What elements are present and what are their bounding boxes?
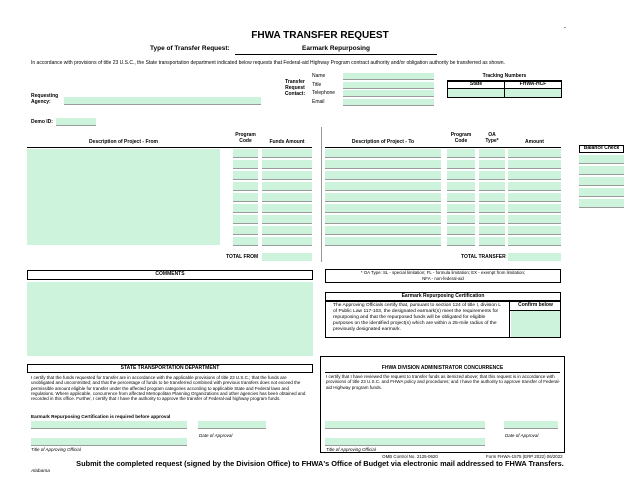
comments-input[interactable]	[27, 282, 313, 356]
confirm-input[interactable]	[511, 311, 560, 337]
to-row-code-cell[interactable]	[447, 226, 475, 235]
to-row-amount-cell[interactable]	[508, 182, 561, 191]
transfer-type-value[interactable]: Earmark Repurposing	[302, 45, 370, 52]
tracking-fhwa-input[interactable]	[505, 89, 561, 97]
to-row-oa-cell[interactable]	[479, 215, 505, 224]
to-row-code-cell[interactable]	[447, 182, 475, 191]
from-code-header-2: Code	[239, 138, 252, 144]
confirm-label: Confirm below	[518, 302, 553, 308]
tracking-header: Tracking Numbers	[482, 73, 527, 79]
to-code-header-1: Program	[450, 132, 472, 138]
page-title: FHWA TRANSFER REQUEST	[251, 30, 389, 41]
req-note: Earmark Repurposing Certification is required before approval	[31, 414, 171, 419]
state-date-input[interactable]	[198, 421, 266, 429]
from-row-funds-cell[interactable]	[262, 193, 312, 202]
from-funds-header: Funds Amount	[269, 139, 305, 145]
to-total-input[interactable]	[508, 253, 561, 261]
to-row-code-cell[interactable]	[447, 160, 475, 169]
from-row-code-cell[interactable]	[233, 237, 258, 246]
to-header-rule	[325, 147, 561, 148]
to-row-amount-cell[interactable]	[508, 149, 561, 158]
fhwa-date-input[interactable]	[504, 421, 558, 429]
to-row-amount-cell[interactable]	[508, 171, 561, 180]
balance-row-check-cell[interactable]	[579, 166, 624, 175]
contact-title-input[interactable]	[343, 82, 434, 89]
to-row-desc-cell[interactable]	[325, 182, 441, 191]
state-official-sig-input[interactable]	[31, 438, 187, 446]
from-total-label: TOTAL FROM	[226, 254, 259, 260]
from-desc-header: Description of Project - From	[89, 139, 158, 145]
to-row-oa-cell[interactable]	[479, 171, 505, 180]
submit-instruction: Submit the completed request (signed by the Division Office) to FHWA's Office of Budget via electronic mail addressed to FHWA Transfers.	[76, 459, 564, 468]
state-name: Alabama	[31, 469, 50, 474]
from-row-code-cell[interactable]	[233, 149, 258, 158]
comments-header: COMMENTS	[155, 271, 185, 277]
to-amount-header: Amount	[525, 139, 544, 145]
fhwa-admin-rule	[325, 372, 560, 373]
contact-label-3: Contact:	[284, 91, 306, 97]
state-date-label: Date of Approval	[199, 433, 233, 438]
to-row-oa-cell[interactable]	[479, 193, 505, 202]
to-oa-header-2: Type*	[485, 138, 499, 144]
from-row-code-cell[interactable]	[233, 226, 258, 235]
from-row-code-cell[interactable]	[233, 171, 258, 180]
to-row-oa-cell[interactable]	[479, 204, 505, 213]
tracking-state-input[interactable]	[448, 89, 504, 97]
balance-check-label: Balance Check	[583, 145, 620, 151]
to-row-amount-cell[interactable]	[508, 215, 561, 224]
contact-label-1: Transfer	[285, 79, 305, 85]
from-row-code-cell[interactable]	[233, 204, 258, 213]
to-code-header-2: Code	[454, 138, 468, 144]
contact-title-label: Title	[312, 82, 322, 88]
fhwa-official-sig-input[interactable]	[325, 438, 485, 446]
balance-row-check-cell[interactable]	[579, 199, 624, 208]
earmark-cert-text: The Approving Officials certify that, pursuant to section 124 of title I, division L of Public Law 117-103, the designated earmark(s) meet the requirements for repurposing and that the repurposed funds will be obligated for eligible purposes on the identified project(s) which are within a 25-mile radius of the previously designated earmark.	[333, 303, 501, 332]
fhwa-admin-text: I certify that I have reviewed the request to transfer funds as itemized above; that this request is in accordance with provisions of title 23 U.S.C. and FHWA policy and procedures; and I have the authority to approve transfer of Federal-aid Highway program funds.	[326, 374, 560, 390]
contact-email-input[interactable]	[343, 99, 434, 106]
transfer-type-label: Type of Transfer Request:	[150, 45, 230, 52]
to-row-desc-cell[interactable]	[325, 160, 441, 169]
to-row-desc-cell[interactable]	[325, 226, 441, 235]
to-row-amount-cell[interactable]	[508, 160, 561, 169]
fhwa-official-input[interactable]	[325, 421, 485, 429]
from-row-funds-cell[interactable]	[262, 237, 312, 246]
from-row-funds-cell[interactable]	[262, 149, 312, 158]
from-row-funds-cell[interactable]	[262, 204, 312, 213]
contact-name-label: Name	[312, 73, 326, 79]
from-code-header-1: Program	[235, 132, 256, 138]
requesting-agency-label-2: Agency:	[31, 99, 51, 105]
intro-text: In accordance with provisions of title 23 U.S.C., the State transportation department indicated below requests that Federal-aid Highway Program contract authority and/or obligation authority be transferred as shown.	[31, 60, 505, 66]
to-row-desc-cell[interactable]	[325, 171, 441, 180]
state-dept-text: I certify that the funds requested for transfer are in accordance with the applicable provisions of title 23 U.S.C.; that the funds are unobligated and uncommitted; and that the percentage of funds to be transferred combined with previous transfers does not exceed the permissible amount eligible for transfer under the affected program categories according to applicable State and Federal laws and regulations. Where applicable, concurrence from affected Metropolitan Planning Organizations and other agencies has been obtained and recorded in this office. Further, I certify that I have the authority to approve the transfer of Federal-aid highway program funds.	[31, 375, 306, 402]
transfer-type-underline	[235, 54, 437, 55]
from-row-funds-cell[interactable]	[262, 171, 312, 180]
from-row-funds-cell[interactable]	[262, 215, 312, 224]
table-divider	[321, 127, 322, 262]
to-row-desc-cell[interactable]	[325, 149, 441, 158]
balance-row-check-cell[interactable]	[579, 188, 624, 197]
to-row-desc-cell[interactable]	[325, 215, 441, 224]
to-row-oa-cell[interactable]	[479, 182, 505, 191]
oa-note-line-1: * OA Type: SL - special limitation; FL - formula limitation; EX - exempt from limitation;	[360, 270, 526, 275]
to-desc-header: Description of Project - To	[351, 139, 415, 145]
omb-number: OMB Control No. 2125-0620	[382, 454, 438, 459]
to-row-code-cell[interactable]	[447, 171, 475, 180]
tracking-fhwa-header: FHWA-HCF	[519, 81, 547, 87]
balance-row-check-cell[interactable]	[579, 177, 624, 186]
to-row-desc-cell[interactable]	[325, 204, 441, 213]
dot-mark: .	[564, 24, 566, 30]
demo-id-label: Demo ID:	[31, 119, 53, 125]
to-row-amount-cell[interactable]	[508, 204, 561, 213]
state-dept-header: STATE TRANSPORTATION DEPARTMENT	[120, 365, 220, 371]
state-official-input[interactable]	[31, 421, 187, 429]
tracking-state-header: State	[469, 81, 483, 87]
requesting-agency-input[interactable]	[64, 97, 261, 105]
to-row-code-cell[interactable]	[447, 149, 475, 158]
contact-telephone-input[interactable]	[343, 90, 434, 97]
to-row-amount-cell[interactable]	[508, 226, 561, 235]
to-oa-header-1: OA	[488, 132, 496, 138]
to-row-code-cell[interactable]	[447, 237, 475, 246]
to-row-oa-cell[interactable]	[479, 226, 505, 235]
from-row-code-cell[interactable]	[233, 182, 258, 191]
oa-note-line-2: NFA - non-federal-aid	[422, 276, 464, 281]
to-row-code-cell[interactable]	[447, 204, 475, 213]
contact-telephone-label: Telephone	[312, 90, 336, 96]
from-desc-input[interactable]	[27, 149, 220, 245]
demo-id-input[interactable]	[56, 118, 96, 126]
from-row-code-cell[interactable]	[233, 193, 258, 202]
fhwa-official-label: Title of Approving Official	[326, 447, 376, 452]
to-row-code-cell[interactable]	[447, 193, 475, 202]
from-total-input[interactable]	[262, 253, 312, 261]
to-row-oa-cell[interactable]	[479, 160, 505, 169]
form-id: Form FHWA-1575 (ERP 2022) 06/2022	[486, 454, 563, 459]
to-total-label: TOTAL TRANSFER	[461, 254, 506, 260]
fhwa-admin-header: FHWA DIVISION ADMINISTRATOR CONCURRENCE	[381, 365, 504, 371]
to-row-amount-cell[interactable]	[508, 237, 561, 246]
from-row-code-cell[interactable]	[233, 215, 258, 224]
to-row-desc-cell[interactable]	[325, 193, 441, 202]
to-row-amount-cell[interactable]	[508, 193, 561, 202]
to-row-oa-cell[interactable]	[479, 237, 505, 246]
fhwa-date-label: Date of Approval	[505, 433, 539, 438]
contact-email-label: Email	[312, 99, 325, 105]
contact-label-2: Request	[285, 85, 305, 91]
contact-name-input[interactable]	[343, 73, 434, 80]
from-row-funds-cell[interactable]	[262, 160, 312, 169]
from-header-rule	[27, 147, 312, 148]
to-row-desc-cell[interactable]	[325, 237, 441, 246]
earmark-cert-header: Earmark Repurposing Certification	[401, 293, 485, 299]
balance-row-check-cell[interactable]	[579, 155, 624, 164]
to-row-code-cell[interactable]	[447, 215, 475, 224]
from-row-funds-cell[interactable]	[262, 226, 312, 235]
state-official-label: Title of Approving Official	[31, 447, 81, 452]
requesting-agency-label-1: Requesting	[31, 93, 59, 99]
to-row-oa-cell[interactable]	[479, 149, 505, 158]
from-row-code-cell[interactable]	[233, 160, 258, 169]
from-row-funds-cell[interactable]	[262, 182, 312, 191]
